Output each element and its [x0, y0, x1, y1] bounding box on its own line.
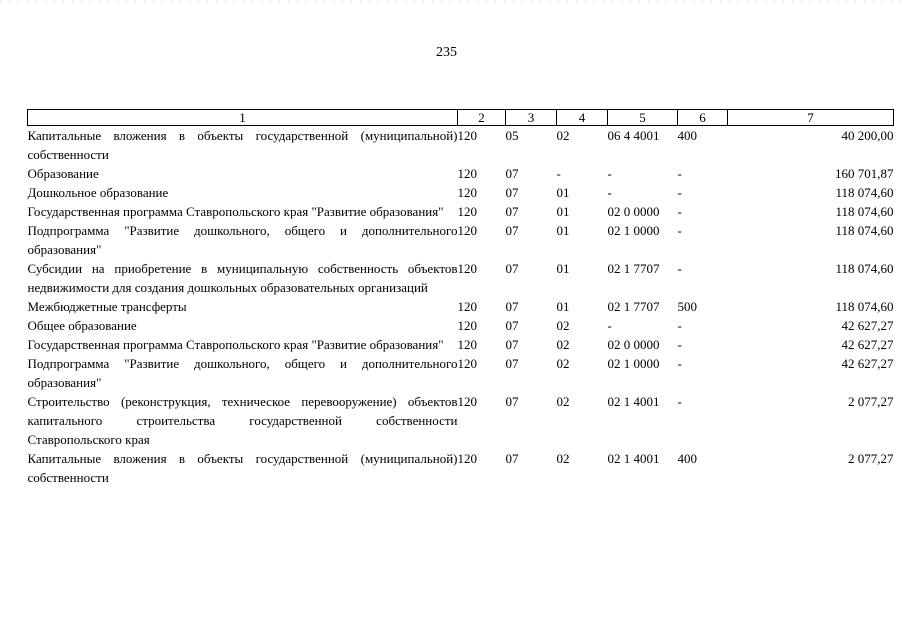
cell-expense-type-code: -	[677, 223, 682, 238]
cell-target-article-code: 02 0 0000	[607, 204, 660, 219]
cell-amount: 2 077,27	[848, 451, 894, 466]
table-row	[28, 449, 894, 487]
cell-amount: 118 074,60	[835, 204, 894, 219]
cell-section-code: 07	[505, 356, 519, 371]
cell-subsection-code: 02	[556, 451, 570, 466]
cell-amount: 2 077,27	[848, 394, 894, 409]
column-header-4: 4	[557, 110, 608, 126]
cell-amount: 42 627,27	[841, 356, 894, 371]
cell-expense-type-code: -	[677, 356, 682, 371]
cell-subsection-code: 02	[556, 337, 570, 352]
cell-ministry-code: 120	[457, 318, 477, 333]
cell-amount: 160 701,87	[835, 166, 894, 181]
cell-ministry-code: 120	[457, 337, 477, 352]
cell-target-article-code: 02 1 0000	[607, 223, 660, 238]
table-row	[28, 202, 894, 221]
cell-subsection-code: -	[556, 166, 561, 181]
cell-subsection-code: 01	[556, 185, 570, 200]
cell-expense-type-code: -	[677, 394, 682, 409]
cell-section-code: 07	[505, 299, 519, 314]
cell-row-name: Строительство (реконструкция, техническое перевооружение) объектов капитального строительства государственной собственности Ставропольского края	[27, 394, 458, 447]
cell-row-name: Государственная программа Ставропольского края "Развитие образования"	[27, 204, 444, 219]
cell-section-code: 07	[505, 204, 519, 219]
cell-section-code: 07	[505, 451, 519, 466]
budget-table	[27, 109, 894, 487]
table-row	[28, 316, 894, 335]
cell-row-name: Государственная программа Ставропольского края "Развитие образования"	[27, 337, 444, 352]
cell-ministry-code: 120	[457, 204, 477, 219]
cell-row-name: Межбюджетные трансферты	[27, 299, 187, 314]
table-row	[28, 221, 894, 259]
table-row	[28, 335, 894, 354]
cell-amount: 118 074,60	[835, 223, 894, 238]
table-row	[28, 183, 894, 202]
cell-subsection-code: 02	[556, 394, 570, 409]
cell-subsection-code: 02	[556, 356, 570, 371]
cell-row-name: Общее образование	[27, 318, 137, 333]
cell-expense-type-code: -	[677, 185, 682, 200]
cell-ministry-code: 120	[457, 261, 477, 276]
cell-section-code: 07	[505, 337, 519, 352]
cell-section-code: 07	[505, 185, 519, 200]
cell-ministry-code: 120	[457, 299, 477, 314]
cell-section-code: 05	[505, 128, 519, 143]
cell-section-code: 07	[505, 394, 519, 409]
cell-expense-type-code: -	[677, 318, 682, 333]
cell-row-name: Подпрограмма "Развитие дошкольного, общего и дополнительного образования"	[27, 356, 458, 390]
page-number: 235	[436, 45, 457, 60]
cell-row-name: Капитальные вложения в объекты государственной (муниципальной) собственности	[27, 451, 458, 485]
cell-target-article-code: 02 1 4001	[607, 394, 660, 409]
table-row	[28, 164, 894, 183]
cell-row-name: Дошкольное образование	[27, 185, 169, 200]
cell-subsection-code: 01	[556, 223, 570, 238]
cell-amount: 118 074,60	[835, 299, 894, 314]
column-header-7: 7	[728, 110, 894, 126]
cell-ministry-code: 120	[457, 356, 477, 371]
cell-ministry-code: 120	[457, 166, 477, 181]
cell-expense-type-code: -	[677, 204, 682, 219]
cell-target-article-code: -	[607, 166, 612, 181]
cell-ministry-code: 120	[457, 223, 477, 238]
column-header-3: 3	[506, 110, 557, 126]
column-header-6: 6	[678, 110, 728, 126]
table-row	[28, 354, 894, 392]
cell-expense-type-code: 500	[677, 299, 697, 314]
column-header-5: 5	[608, 110, 678, 126]
cell-subsection-code: 02	[556, 318, 570, 333]
table-body	[28, 126, 894, 488]
cell-target-article-code: 02 1 7707	[607, 299, 660, 314]
cell-ministry-code: 120	[457, 394, 477, 409]
table-header-row	[28, 110, 894, 126]
cell-target-article-code: 02 0 0000	[607, 337, 660, 352]
cell-target-article-code: 02 1 4001	[607, 451, 660, 466]
cell-target-article-code: 06 4 4001	[607, 128, 660, 143]
cell-amount: 40 200,00	[841, 128, 894, 143]
cell-row-name: Капитальные вложения в объекты государственной (муниципальной) собственности	[27, 128, 458, 162]
cell-expense-type-code: 400	[677, 451, 697, 466]
cell-section-code: 07	[505, 261, 519, 276]
cell-target-article-code: 02 1 7707	[607, 261, 660, 276]
table-row	[28, 392, 894, 449]
cell-row-name: Субсидии на приобретение в муниципальную собственность объектов недвижимости для создания дошкольных образовательных организаций	[27, 261, 458, 295]
cell-ministry-code: 120	[457, 128, 477, 143]
cell-expense-type-code: -	[677, 261, 682, 276]
table-row	[28, 259, 894, 297]
column-header-2: 2	[458, 110, 506, 126]
cell-subsection-code: 01	[556, 204, 570, 219]
scan-edge-artifact	[0, 0, 905, 3]
cell-subsection-code: 02	[556, 128, 570, 143]
cell-row-name: Образование	[27, 166, 99, 181]
cell-subsection-code: 01	[556, 299, 570, 314]
column-header-1: 1	[28, 110, 458, 126]
cell-section-code: 07	[505, 166, 519, 181]
cell-expense-type-code: -	[677, 166, 682, 181]
cell-row-name: Подпрограмма "Развитие дошкольного, общего и дополнительного образования"	[27, 223, 458, 257]
cell-amount: 118 074,60	[835, 261, 894, 276]
table-row	[28, 126, 894, 165]
cell-amount: 118 074,60	[835, 185, 894, 200]
cell-subsection-code: 01	[556, 261, 570, 276]
table-row	[28, 297, 894, 316]
cell-target-article-code: -	[607, 185, 612, 200]
cell-amount: 42 627,27	[841, 318, 894, 333]
cell-amount: 42 627,27	[841, 337, 894, 352]
cell-target-article-code: 02 1 0000	[607, 356, 660, 371]
cell-expense-type-code: 400	[677, 128, 697, 143]
cell-section-code: 07	[505, 318, 519, 333]
cell-expense-type-code: -	[677, 337, 682, 352]
cell-ministry-code: 120	[457, 185, 477, 200]
cell-section-code: 07	[505, 223, 519, 238]
cell-target-article-code: -	[607, 318, 612, 333]
cell-ministry-code: 120	[457, 451, 477, 466]
